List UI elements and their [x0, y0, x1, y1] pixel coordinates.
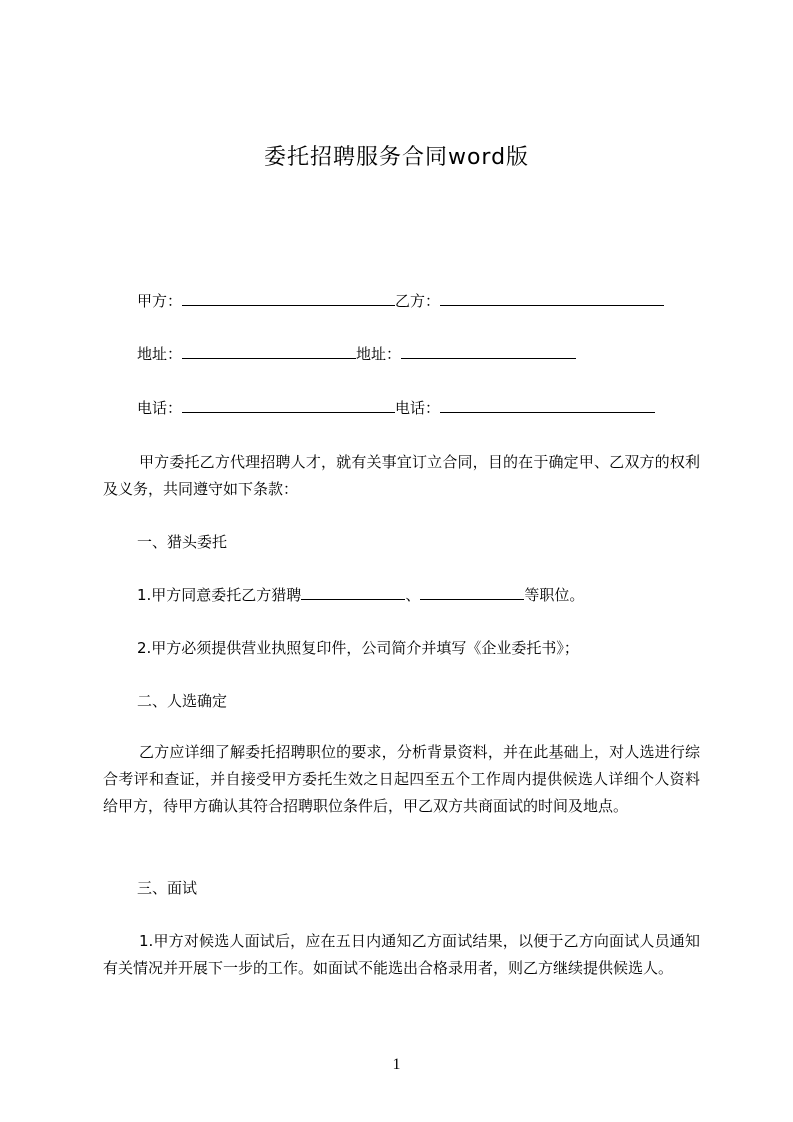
party-a-label: 甲方：: [137, 292, 183, 310]
item-3-1: 1.甲方对候选人面试后，应在五日内通知乙方面试结果，以便于乙方向面试人员通知有关情况并开展下一步的工作。如面试不能选出合格录用者，则乙方继续提供候选人。: [103, 932, 700, 977]
party-line: [137, 291, 664, 311]
section2-paragraph: 乙方应详细了解委托招聘职位的要求，分析背景资料，并在此基础上，对人选进行综合考评和查证，并自接受甲方委托生效之日起四至五个工作周内提供候选人详细个人资料给甲方，待甲方确认其符合招聘职位条件后，甲乙双方共商面试的时间及地点。: [103, 743, 700, 815]
party-b-label: 乙方：: [395, 292, 441, 310]
position-1-blank[interactable]: [301, 585, 405, 600]
party-a-blank[interactable]: [182, 291, 395, 306]
document-title: 委托招聘服务合同word版: [263, 145, 530, 170]
address-line: [137, 344, 576, 364]
page-number: 1: [392, 1056, 401, 1073]
phone-a-blank[interactable]: [182, 398, 395, 413]
address-a-blank[interactable]: [182, 344, 356, 359]
party-b-blank[interactable]: [440, 291, 664, 306]
section2-heading: 二、人选确定: [137, 692, 228, 710]
address-a-label: 地址：: [137, 345, 183, 363]
phone-b-label: 电话：: [395, 399, 441, 417]
item-1-2: 2.甲方必须提供营业执照复印件，公司简介并填写《企业委托书》；: [137, 639, 579, 657]
address-b-blank[interactable]: [401, 344, 576, 359]
phone-a-label: 电话：: [137, 399, 183, 417]
address-b-label: 地址：: [356, 345, 402, 363]
phone-b-blank[interactable]: [440, 398, 655, 413]
item-1-1: [137, 585, 584, 605]
phone-line: [137, 398, 655, 418]
item-1-1-separator: 、: [405, 586, 421, 604]
section1-heading: 一、猎头委托: [137, 533, 228, 551]
item-1-1-suffix: 等职位。: [524, 586, 585, 604]
item-1-1-prefix: 1.甲方同意委托乙方猎聘: [137, 586, 302, 604]
intro-paragraph: 甲方委托乙方代理招聘人才，就有关事宜订立合同，目的在于确定甲、乙双方的权利及义务，共同遵守如下条款：: [103, 453, 700, 498]
position-2-blank[interactable]: [420, 585, 524, 600]
section3-heading: 三、面试: [137, 879, 198, 897]
